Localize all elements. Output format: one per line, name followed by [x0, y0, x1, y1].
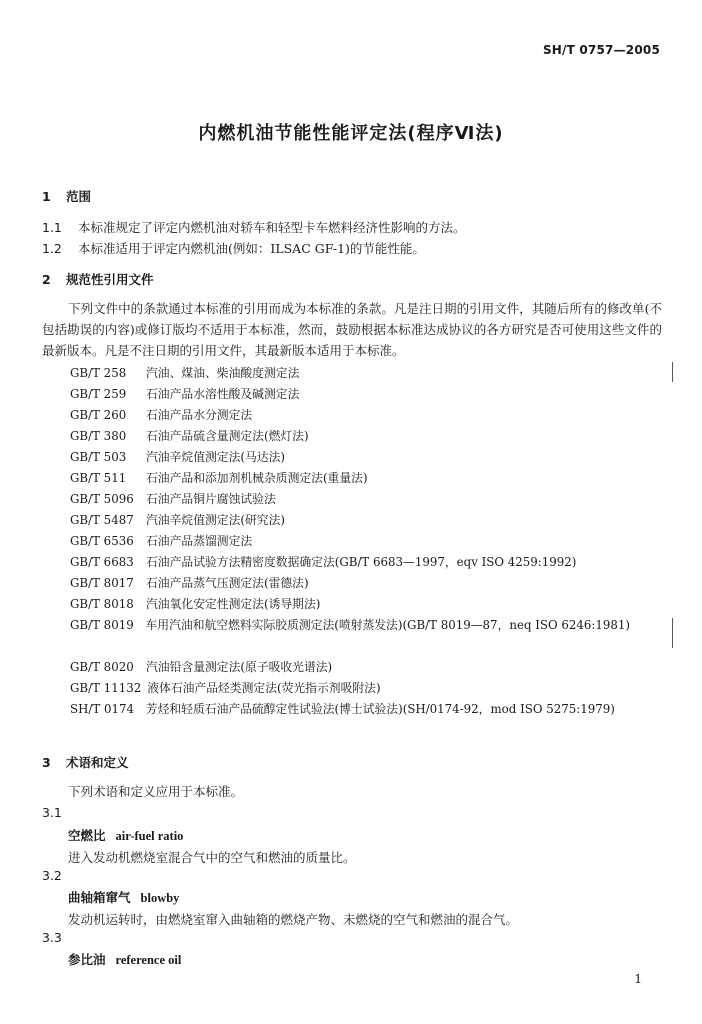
term-definition: 进入发动机燃烧室混合气中的空气和燃油的质量比。 — [68, 850, 356, 865]
reference-item — [70, 532, 252, 549]
clause-1-1 — [42, 218, 466, 236]
section-number: 1 — [42, 189, 51, 204]
reference-code: GB/T 5096 — [70, 492, 134, 506]
section-number: 3 — [42, 755, 51, 770]
section-number: 2 — [42, 272, 51, 287]
reference-item — [70, 427, 309, 444]
clause-number: 1.1 — [42, 220, 62, 235]
term-en: blowby — [140, 891, 180, 905]
section-title: 规范性引用文件 — [66, 272, 154, 287]
reference-title: 石油产品试验方法精密度数据确定法(GB/T 6683—1997，eqv ISO 4259:1992) — [146, 555, 577, 569]
reference-item — [70, 364, 299, 381]
reference-title: 汽油铅含量测定法(原子吸收光谱法) — [146, 660, 333, 674]
reference-code: GB/T 259 — [70, 387, 127, 401]
reference-item — [70, 385, 299, 402]
term-definition: 发动机运转时，由燃烧室窜入曲轴箱的燃烧产物、未燃烧的空气和燃油的混合气。 — [68, 912, 519, 927]
reference-code: GB/T 8017 — [70, 576, 134, 590]
scan-margin-mark — [672, 618, 673, 648]
term-heading — [68, 888, 179, 906]
reference-title: 石油产品蒸气压测定法(雷德法) — [146, 576, 309, 590]
term-heading — [68, 950, 181, 968]
page-number: 1 — [634, 972, 642, 986]
reference-title: 液体石油产品烃类测定法(荧光指示剂吸附法) — [147, 681, 381, 695]
reference-item — [70, 406, 252, 423]
reference-code: GB/T 8020 — [70, 660, 134, 674]
page-title: 内燃机油节能性能评定法(程序Ⅵ法) — [198, 123, 504, 144]
reference-code: GB/T 5487 — [70, 513, 134, 527]
reference-code: GB/T 511 — [70, 471, 127, 485]
section-title: 术语和定义 — [66, 755, 129, 770]
reference-title: 汽油辛烷值测定法(马达法) — [146, 450, 285, 464]
reference-code: GB/T 6683 — [70, 555, 134, 569]
reference-item-wrapped: SH/T 0174 芳烃和轻质石油产品硫醇定性试验法(博士试验法)(SH/0174-92，mod ISO 5275:1979) — [70, 702, 615, 716]
clause-text: 本标准适用于评定内燃机油(例如：ILSAC GF-1)的节能性能。 — [78, 241, 425, 256]
term-heading — [68, 826, 183, 844]
section-2-intro: 下列文件中的条款通过本标准的引用而成为本标准的条款。凡是注日期的引用文件，其随后所有的修改单(不包括勘误的内容)或修订版均不适用于本标准，然而，鼓励根据本标准达成协议的各方研究是否可使用这些文件的最新版本。凡是不注日期的引用文件，其最新版本适用于本标准。 — [42, 301, 662, 358]
term-number: 3.1 — [42, 805, 62, 820]
reference-code: GB/T 260 — [70, 408, 127, 422]
reference-item — [70, 490, 276, 507]
reference-title: 石油产品硫含量测定法(燃灯法) — [146, 429, 309, 443]
reference-item — [70, 448, 285, 465]
scan-margin-mark — [672, 362, 673, 382]
reference-code: GB/T 8018 — [70, 597, 134, 611]
reference-title: 汽油辛烷值测定法(研究法) — [146, 513, 285, 527]
clause-1-2 — [42, 239, 425, 257]
reference-item — [70, 595, 320, 612]
reference-title: 汽油氧化安定性测定法(诱导期法) — [146, 597, 321, 611]
term-en: air-fuel ratio — [115, 829, 184, 843]
reference-item-wrapped: GB/T 8019 车用汽油和航空燃料实际胶质测定法(喷射蒸发法)(GB/T 8019—87，neq ISO 6246:1981) — [70, 618, 631, 632]
section-1-heading — [42, 187, 91, 205]
reference-title: 石油产品铜片腐蚀试验法 — [146, 492, 276, 506]
reference-code: GB/T 380 — [70, 429, 127, 443]
reference-item — [70, 469, 368, 486]
reference-code: GB/T 6536 — [70, 534, 134, 548]
term-zh: 曲轴箱窜气 — [68, 890, 131, 905]
section-2-heading — [42, 270, 154, 288]
term-number: 3.2 — [42, 868, 62, 883]
reference-title: 汽油、煤油、柴油酸度测定法 — [146, 366, 300, 380]
section-3-heading — [42, 753, 129, 771]
reference-title: 石油产品和添加剂机械杂质测定法(重量法) — [146, 471, 368, 485]
reference-code: GB/T 503 — [70, 450, 127, 464]
reference-code: GB/T 11132 — [70, 681, 142, 695]
reference-item — [70, 574, 309, 591]
reference-title: 石油产品水分测定法 — [146, 408, 253, 422]
term-zh: 空燃比 — [68, 828, 106, 843]
term-en: reference oil — [115, 953, 182, 967]
reference-item — [70, 553, 576, 570]
clause-number: 1.2 — [42, 241, 62, 256]
section-3-intro: 下列术语和定义应用于本标准。 — [68, 784, 244, 799]
reference-title: 石油产品水溶性酸及碱测定法 — [146, 387, 300, 401]
reference-item — [70, 679, 381, 696]
reference-code: GB/T 258 — [70, 366, 127, 380]
standard-code: SH/T 0757—2005 — [542, 43, 660, 57]
reference-item — [70, 511, 285, 528]
section-title: 范围 — [66, 189, 92, 204]
term-zh: 参比油 — [68, 952, 106, 967]
clause-text: 本标准规定了评定内燃机油对轿车和轻型卡车燃料经济性影响的方法。 — [78, 220, 466, 235]
reference-item — [70, 658, 332, 675]
reference-title: 石油产品蒸馏测定法 — [146, 534, 253, 548]
term-number: 3.3 — [42, 930, 62, 945]
